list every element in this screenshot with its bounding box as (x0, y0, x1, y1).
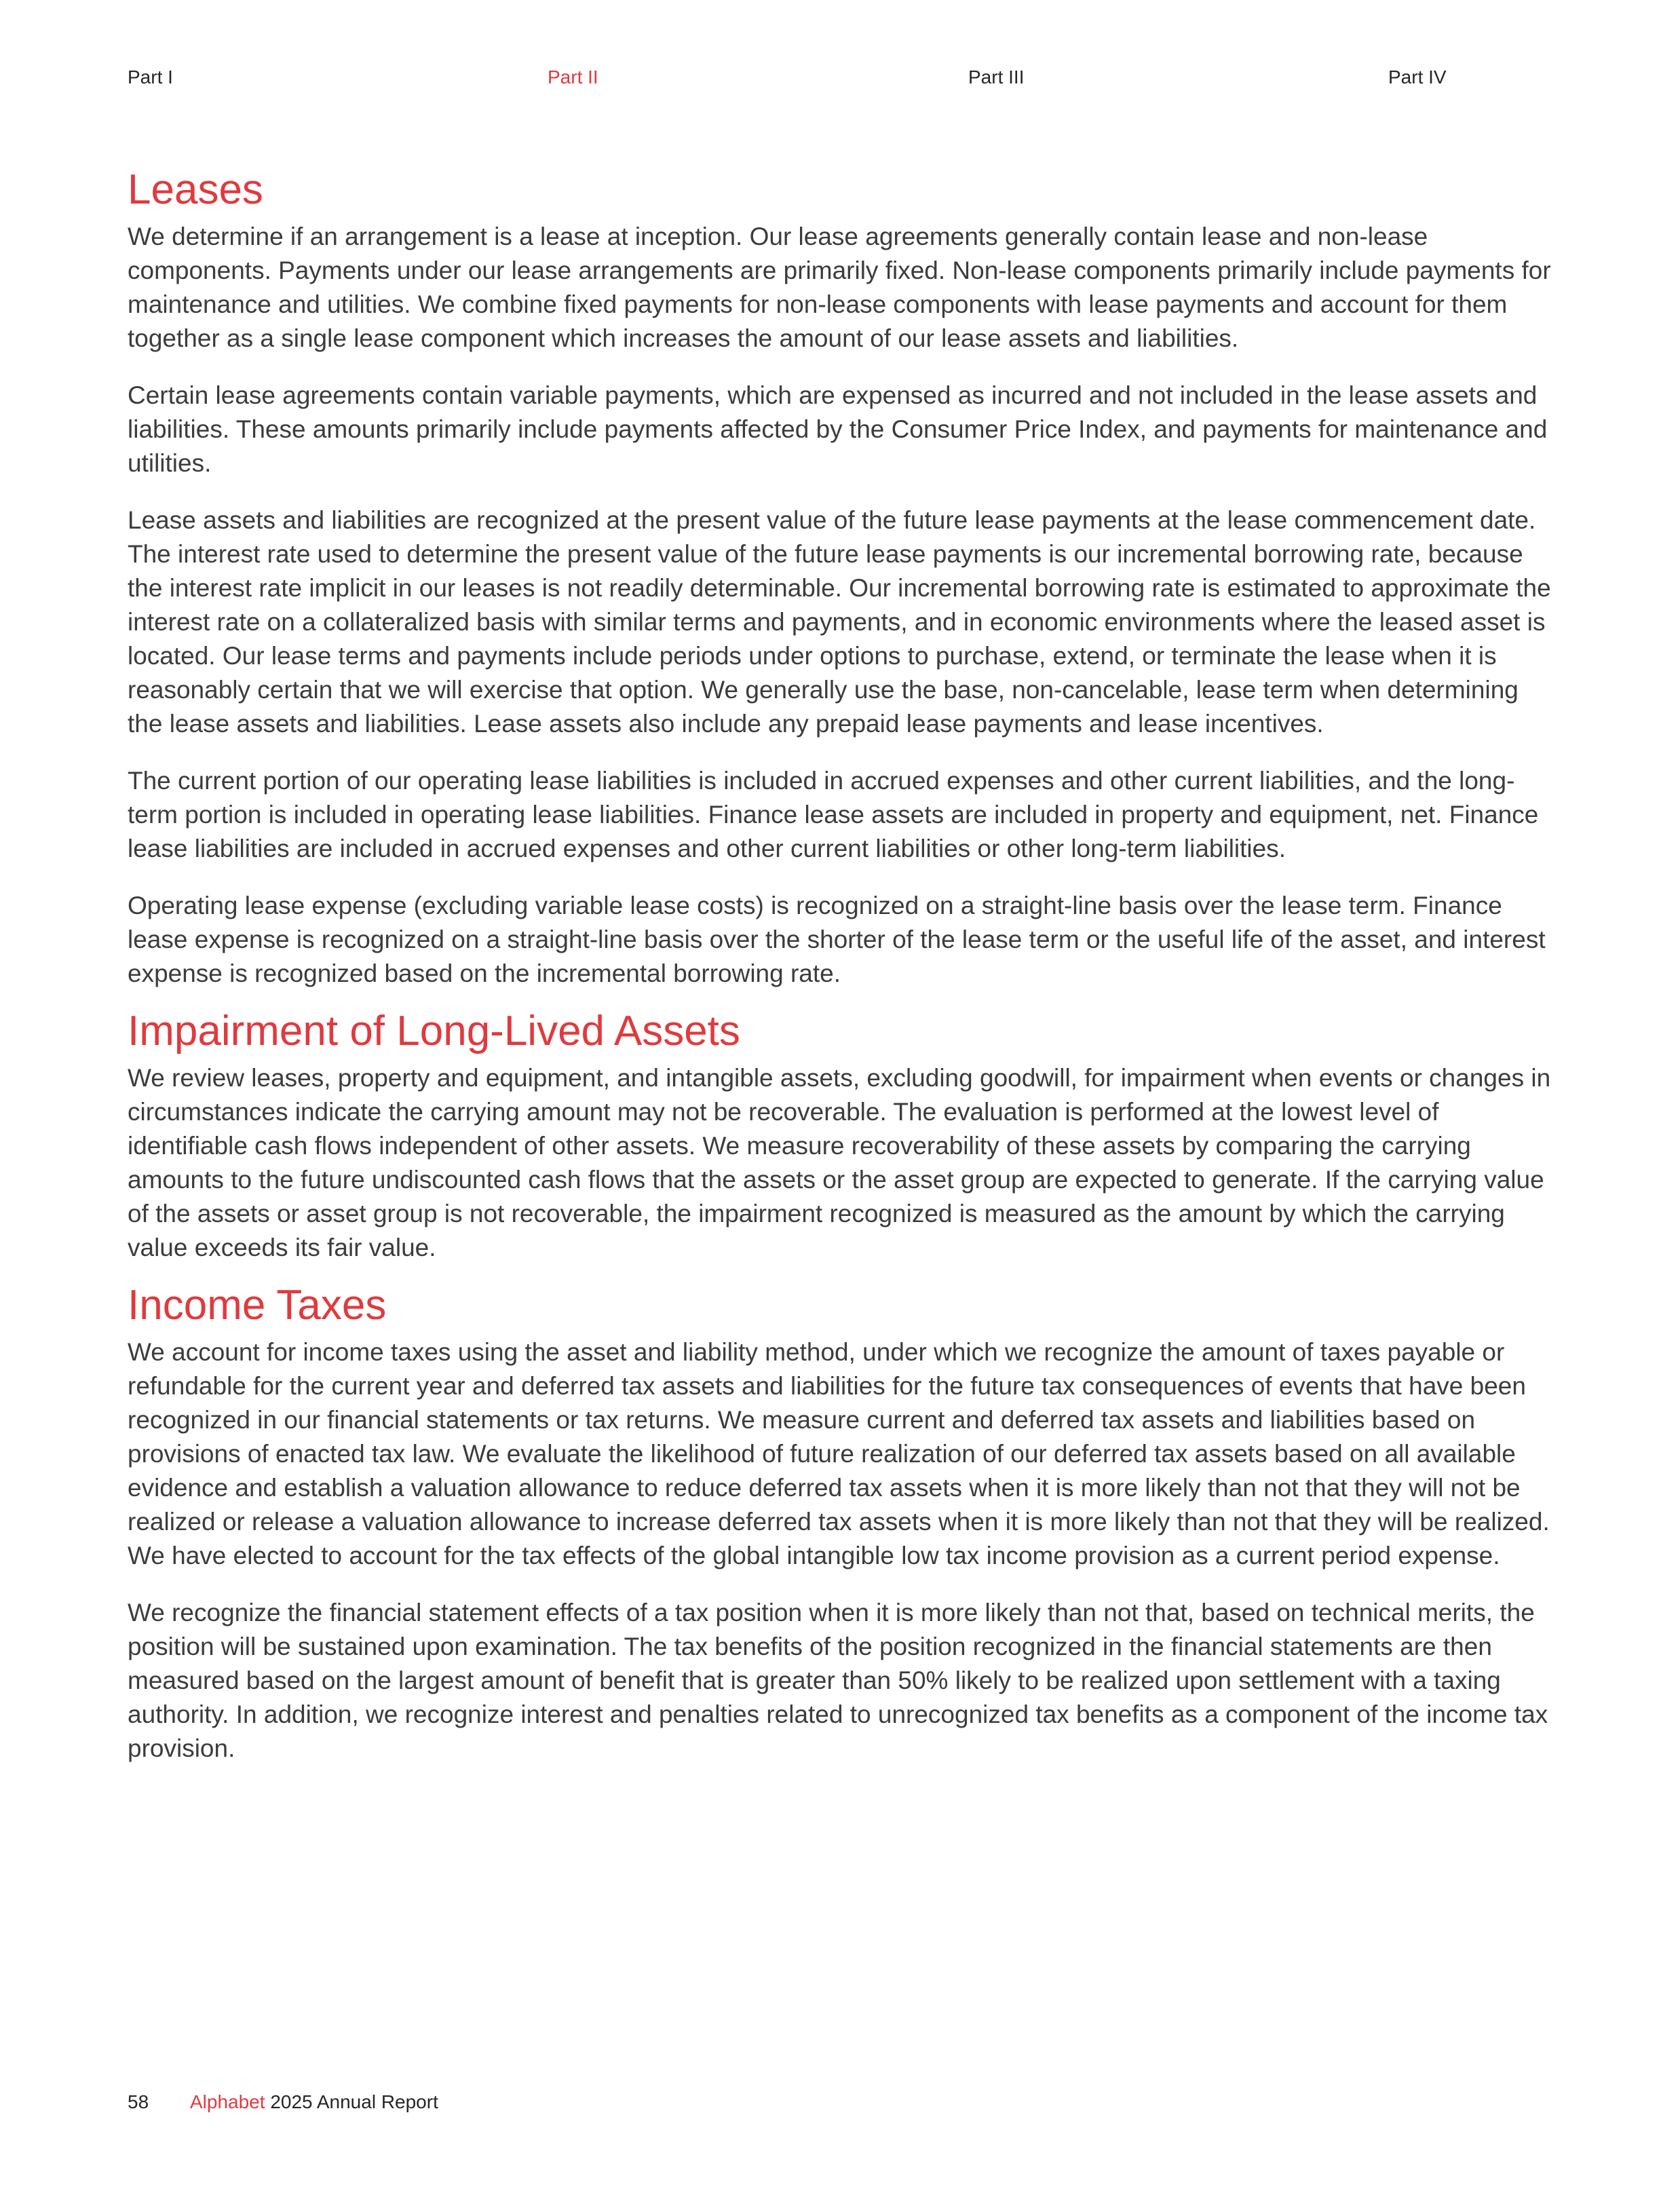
section-heading-income-taxes: Income Taxes (128, 1282, 387, 1329)
section-heading-leases: Leases (128, 166, 263, 213)
nav-link-part-3[interactable]: Part III (968, 66, 1025, 88)
paragraph: We recognize the financial statement effects of a tax position when it is more likely than not that, based on technical merits, the position will be sustained upon examination. The tax benefits of the position recognized in the financial statements are then measured based on the largest amount of benefit that is greater than 50% likely to be realized upon settlement with a taxing authority. In addition, we recognize interest and penalties related to unrecognized tax benefits as a component of the income tax provision. (128, 1599, 1548, 1762)
main-content (128, 166, 1559, 1766)
top-navigation (128, 65, 1552, 92)
page-footer (128, 2090, 438, 2114)
section-heading-impairment: Impairment of Long-Lived Assets (128, 1008, 740, 1054)
nav-link-part-4[interactable]: Part IV (1388, 66, 1447, 88)
paragraph: Certain lease agreements contain variable payments, which are expensed as incurred and not included in the lease assets and liabilities. These amounts primarily include payments affected by the Consumer Price Index, and payments for maintenance and utilities. (128, 381, 1548, 477)
paragraph: Operating lease expense (excluding variable lease costs) is recognized on a straight-line basis over the lease term. Finance lease expense is recognized on a straight-line basis over the shorter of the lease term or the useful life of the asset, and interest expense is recognized based on the incremental borrowing rate. (128, 892, 1546, 987)
section-income-taxes (128, 1281, 1559, 1766)
paragraph: We determine if an arrangement is a lease at inception. Our lease agreements generally contain lease and non-lease components. Payments under our lease arrangements are primarily fixed. Non-lease components primarily include payments for maintenance and utilities. We combine fixed payments for non-lease components with lease payments and account for them together as a single lease component which increases the amount of our lease assets and liabilities. (128, 223, 1551, 352)
section-leases (128, 166, 1559, 991)
nav-link-part-2[interactable]: Part II (548, 66, 598, 88)
nav-link-part-1[interactable]: Part I (128, 66, 173, 88)
section-impairment (128, 1007, 1559, 1265)
report-title: 2025 Annual Report (270, 2091, 438, 2112)
paragraph: We account for income taxes using the asset and liability method, under which we recognize the amount of taxes payable or refundable for the current year and deferred tax assets and liabilities for the future tax consequences of events that have been recognized in our financial statements or tax returns. We measure current and deferred tax assets and liabilities based on provisions of enacted tax law. We evaluate the likelihood of future realization of our deferred tax assets based on all available evidence and establish a valuation allowance to reduce deferred tax assets when it is more likely than not that they will not be realized or release a valuation allowance to increase deferred tax assets when it is more likely than not that they will be realized. We have elected to account for the tax effects of the global intangible low tax income provision as a current period expense. (128, 1338, 1550, 1569)
paragraph: We review leases, property and equipment, and intangible assets, excluding goodwill, for impairment when events or changes in circumstances indicate the carrying amount may not be recoverable. The evaluation is performed at the lowest level of identifiable cash flows independent of other assets. We measure recoverability of these assets by comparing the carrying amounts to the future undiscounted cash flows that the assets or the asset group are expected to generate. If the carrying value of the assets or asset group is not recoverable, the impairment recognized is measured as the amount by which the carrying value exceeds its fair value. (128, 1064, 1551, 1261)
paragraph: Lease assets and liabilities are recognized at the present value of the future lease payments at the lease commencement date. The interest rate used to determine the present value of the future lease payments is our incremental borrowing rate, because the interest rate implicit in our leases is not readily determinable. Our incremental borrowing rate is estimated to approximate the interest rate on a collateralized basis with similar terms and payments, and in economic environments where the leased asset is located. Our lease terms and payments include periods under options to purchase, extend, or terminate the lease when it is reasonably certain that we will exercise that option. We generally use the base, non-cancelable, lease term when determining the lease assets and liabilities. Lease assets also include any prepaid lease payments and lease incentives. (128, 506, 1551, 738)
brand-name: Alphabet (190, 2091, 265, 2112)
paragraph: The current portion of our operating lease liabilities is included in accrued expenses and other current liabilities, and the long-term portion is included in operating lease liabilities. Finance lease assets are included in property and equipment, net. Finance lease liabilities are included in accrued expenses and other current liabilities or other long-term liabilities. (128, 767, 1539, 862)
page-number: 58 (128, 2091, 149, 2112)
